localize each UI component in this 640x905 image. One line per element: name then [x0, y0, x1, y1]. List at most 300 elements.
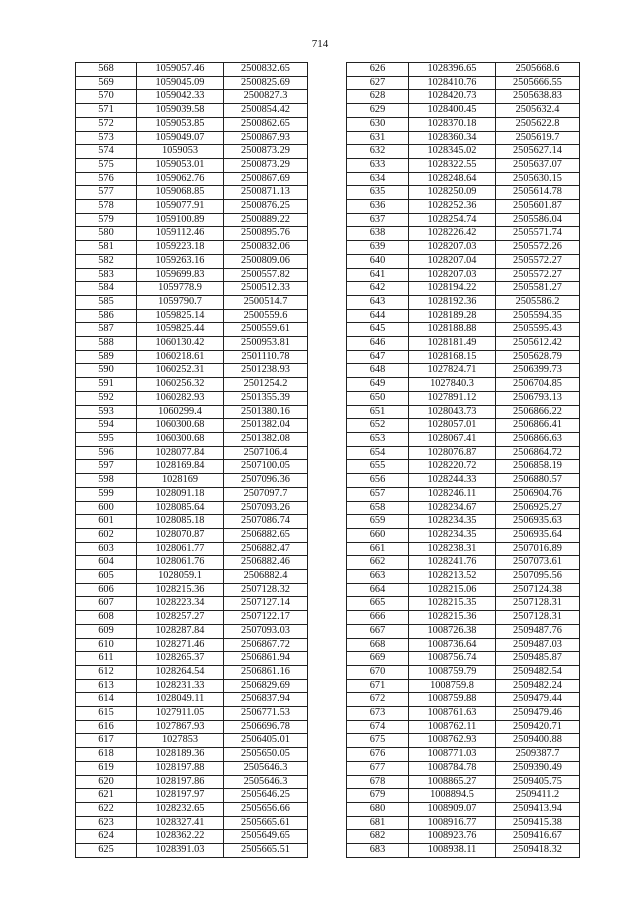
table-row — [347, 487, 580, 501]
table-row — [76, 131, 308, 145]
point-number-cell: 588 — [76, 337, 137, 351]
point-number-cell: 574 — [76, 145, 137, 159]
table-row — [76, 104, 308, 118]
x-coordinate-cell: 1028257.27 — [137, 611, 224, 625]
y-coordinate-cell: 2509485.87 — [496, 652, 580, 666]
table-row — [76, 117, 308, 131]
point-number-cell: 582 — [76, 254, 137, 268]
table-row — [76, 76, 308, 90]
y-coordinate-cell: 2505668.6 — [496, 63, 580, 77]
table-row — [347, 172, 580, 186]
y-coordinate-cell: 2507128.31 — [496, 597, 580, 611]
table-row — [347, 707, 580, 721]
y-coordinate-cell: 2506935.63 — [496, 515, 580, 529]
point-number-cell: 672 — [347, 693, 409, 707]
page-number: 714 — [311, 38, 329, 50]
point-number-cell: 581 — [76, 241, 137, 255]
y-coordinate-cell: 2507093.26 — [224, 501, 308, 515]
point-number-cell: 633 — [347, 158, 409, 172]
y-coordinate-cell: 2505612.42 — [496, 337, 580, 351]
table-row — [347, 104, 580, 118]
y-coordinate-cell: 2505586.04 — [496, 213, 580, 227]
x-coordinate-cell: 1028181.49 — [409, 337, 496, 351]
point-number-cell: 587 — [76, 323, 137, 337]
y-coordinate-cell: 2501380.16 — [224, 405, 308, 419]
y-coordinate-cell: 2509400.88 — [496, 734, 580, 748]
point-number-cell: 628 — [347, 90, 409, 104]
x-coordinate-cell: 1028207.03 — [409, 268, 496, 282]
y-coordinate-cell: 2500895.76 — [224, 227, 308, 241]
x-coordinate-cell: 1008762.93 — [409, 734, 496, 748]
x-coordinate-cell: 1008784.78 — [409, 761, 496, 775]
point-number-cell: 664 — [347, 583, 409, 597]
table-row — [76, 295, 308, 309]
point-number-cell: 569 — [76, 76, 137, 90]
table-row — [76, 213, 308, 227]
x-coordinate-cell: 1027891.12 — [409, 391, 496, 405]
y-coordinate-cell: 2505572.27 — [496, 268, 580, 282]
point-number-cell: 641 — [347, 268, 409, 282]
table-row — [347, 583, 580, 597]
y-coordinate-cell: 2505627.14 — [496, 145, 580, 159]
x-coordinate-cell: 1059223.18 — [137, 241, 224, 255]
x-coordinate-cell: 1008759.8 — [409, 679, 496, 693]
x-coordinate-cell: 1028370.18 — [409, 117, 496, 131]
y-coordinate-cell: 2500825.69 — [224, 76, 308, 90]
table-row — [347, 802, 580, 816]
x-coordinate-cell: 1008938.11 — [409, 844, 496, 858]
table-row — [347, 364, 580, 378]
x-coordinate-cell: 1028057.01 — [409, 419, 496, 433]
point-number-cell: 619 — [76, 761, 137, 775]
table-row — [347, 665, 580, 679]
x-coordinate-cell: 1028420.73 — [409, 90, 496, 104]
table-row — [347, 90, 580, 104]
table-row — [347, 638, 580, 652]
table-row — [76, 172, 308, 186]
x-coordinate-cell: 1028250.09 — [409, 186, 496, 200]
point-number-cell: 658 — [347, 501, 409, 515]
table-row — [76, 515, 308, 529]
x-coordinate-cell: 1028234.35 — [409, 528, 496, 542]
y-coordinate-cell: 2500873.29 — [224, 158, 308, 172]
y-coordinate-cell: 2506866.41 — [496, 419, 580, 433]
table-row — [347, 542, 580, 556]
point-number-cell: 568 — [76, 63, 137, 77]
table-row — [76, 624, 308, 638]
x-coordinate-cell: 1028400.45 — [409, 104, 496, 118]
table-row — [76, 556, 308, 570]
table-row — [76, 487, 308, 501]
y-coordinate-cell: 2500862.65 — [224, 117, 308, 131]
point-number-cell: 613 — [76, 679, 137, 693]
x-coordinate-cell: 1059042.33 — [137, 90, 224, 104]
point-number-cell: 680 — [347, 802, 409, 816]
y-coordinate-cell: 2500512.33 — [224, 282, 308, 296]
x-coordinate-cell: 1060130.42 — [137, 337, 224, 351]
point-number-cell: 594 — [76, 419, 137, 433]
y-coordinate-cell: 2505601.87 — [496, 200, 580, 214]
point-number-cell: 621 — [76, 789, 137, 803]
point-number-cell: 611 — [76, 652, 137, 666]
y-coordinate-cell: 2505650.05 — [224, 748, 308, 762]
x-coordinate-cell: 1028223.34 — [137, 597, 224, 611]
x-coordinate-cell: 1008923.76 — [409, 830, 496, 844]
x-coordinate-cell: 1059112.46 — [137, 227, 224, 241]
table-row — [76, 775, 308, 789]
x-coordinate-cell: 1008909.07 — [409, 802, 496, 816]
x-coordinate-cell: 1028192.36 — [409, 295, 496, 309]
y-coordinate-cell: 2506925.27 — [496, 501, 580, 515]
y-coordinate-cell: 2500867.93 — [224, 131, 308, 145]
table-row — [76, 63, 308, 77]
x-coordinate-cell: 1028360.34 — [409, 131, 496, 145]
y-coordinate-cell: 2500871.13 — [224, 186, 308, 200]
x-coordinate-cell: 1059790.7 — [137, 295, 224, 309]
x-coordinate-cell: 1028362.22 — [137, 830, 224, 844]
point-number-cell: 595 — [76, 432, 137, 446]
table-row — [347, 501, 580, 515]
x-coordinate-cell: 1028287.84 — [137, 624, 224, 638]
y-coordinate-cell: 2505586.2 — [496, 295, 580, 309]
point-number-cell: 573 — [76, 131, 137, 145]
table-row — [347, 158, 580, 172]
x-coordinate-cell: 1028168.15 — [409, 350, 496, 364]
point-number-cell: 656 — [347, 474, 409, 488]
table-row — [347, 63, 580, 77]
point-number-cell: 603 — [76, 542, 137, 556]
point-number-cell: 602 — [76, 528, 137, 542]
x-coordinate-cell: 1028091.18 — [137, 487, 224, 501]
table-row — [76, 802, 308, 816]
point-number-cell: 657 — [347, 487, 409, 501]
table-row — [76, 816, 308, 830]
y-coordinate-cell: 2500873.29 — [224, 145, 308, 159]
point-number-cell: 647 — [347, 350, 409, 364]
y-coordinate-cell: 2505646.3 — [224, 775, 308, 789]
y-coordinate-cell: 2500559.6 — [224, 309, 308, 323]
y-coordinate-cell: 2505638.83 — [496, 90, 580, 104]
point-number-cell: 614 — [76, 693, 137, 707]
x-coordinate-cell: 1059053 — [137, 145, 224, 159]
point-number-cell: 596 — [76, 446, 137, 460]
table-row — [347, 528, 580, 542]
y-coordinate-cell: 2506405.01 — [224, 734, 308, 748]
x-coordinate-cell: 1059049.07 — [137, 131, 224, 145]
table-row — [76, 364, 308, 378]
table-row — [76, 528, 308, 542]
y-coordinate-cell: 2501355.39 — [224, 391, 308, 405]
point-number-cell: 627 — [347, 76, 409, 90]
x-coordinate-cell: 1008756.74 — [409, 652, 496, 666]
table-row — [347, 295, 580, 309]
y-coordinate-cell: 2507127.14 — [224, 597, 308, 611]
table-row — [347, 446, 580, 460]
point-number-cell: 572 — [76, 117, 137, 131]
point-number-cell: 649 — [347, 378, 409, 392]
table-row — [76, 789, 308, 803]
x-coordinate-cell: 1028169.84 — [137, 460, 224, 474]
table-row — [76, 638, 308, 652]
y-coordinate-cell: 2500832.06 — [224, 241, 308, 255]
y-coordinate-cell: 2506858.19 — [496, 460, 580, 474]
x-coordinate-cell: 1028043.73 — [409, 405, 496, 419]
x-coordinate-cell: 1008865.27 — [409, 775, 496, 789]
table-row — [347, 117, 580, 131]
x-coordinate-cell: 1028085.18 — [137, 515, 224, 529]
x-coordinate-cell: 1060282.93 — [137, 391, 224, 405]
y-coordinate-cell: 2507016.89 — [496, 542, 580, 556]
table-row — [76, 158, 308, 172]
table-row — [347, 419, 580, 433]
y-coordinate-cell: 2509420.71 — [496, 720, 580, 734]
point-number-cell: 615 — [76, 707, 137, 721]
x-coordinate-cell: 1028070.87 — [137, 528, 224, 542]
y-coordinate-cell: 2500889.22 — [224, 213, 308, 227]
table-row — [347, 309, 580, 323]
x-coordinate-cell: 1060252.31 — [137, 364, 224, 378]
point-number-cell: 682 — [347, 830, 409, 844]
y-coordinate-cell: 2509405.75 — [496, 775, 580, 789]
y-coordinate-cell: 2505614.78 — [496, 186, 580, 200]
x-coordinate-cell: 1059068.85 — [137, 186, 224, 200]
point-number-cell: 644 — [347, 309, 409, 323]
y-coordinate-cell: 2505665.51 — [224, 844, 308, 858]
x-coordinate-cell: 1028215.06 — [409, 583, 496, 597]
x-coordinate-cell: 1060218.61 — [137, 350, 224, 364]
point-number-cell: 651 — [347, 405, 409, 419]
table-row — [76, 268, 308, 282]
x-coordinate-cell: 1028271.46 — [137, 638, 224, 652]
y-coordinate-cell: 2505619.7 — [496, 131, 580, 145]
table-row — [76, 432, 308, 446]
point-number-cell: 616 — [76, 720, 137, 734]
x-coordinate-cell: 1059778.9 — [137, 282, 224, 296]
x-coordinate-cell: 1028061.77 — [137, 542, 224, 556]
x-coordinate-cell: 1028327.41 — [137, 816, 224, 830]
x-coordinate-cell: 1008894.5 — [409, 789, 496, 803]
table-row — [347, 200, 580, 214]
point-number-cell: 570 — [76, 90, 137, 104]
point-number-cell: 636 — [347, 200, 409, 214]
point-number-cell: 642 — [347, 282, 409, 296]
y-coordinate-cell: 2500854.42 — [224, 104, 308, 118]
y-coordinate-cell: 2506904.76 — [496, 487, 580, 501]
table-row — [76, 748, 308, 762]
y-coordinate-cell: 2501110.78 — [224, 350, 308, 364]
y-coordinate-cell: 2505666.55 — [496, 76, 580, 90]
y-coordinate-cell: 2506882.65 — [224, 528, 308, 542]
x-coordinate-cell: 1028085.64 — [137, 501, 224, 515]
point-number-cell: 679 — [347, 789, 409, 803]
table-row — [76, 720, 308, 734]
point-number-cell: 663 — [347, 570, 409, 584]
x-coordinate-cell: 1028215.36 — [137, 583, 224, 597]
table-row — [76, 844, 308, 858]
point-number-cell: 640 — [347, 254, 409, 268]
table-row — [347, 350, 580, 364]
table-row — [76, 570, 308, 584]
x-coordinate-cell: 1028213.52 — [409, 570, 496, 584]
table-row — [347, 789, 580, 803]
point-number-cell: 576 — [76, 172, 137, 186]
x-coordinate-cell: 1028194.22 — [409, 282, 496, 296]
table-row — [347, 624, 580, 638]
table-row — [76, 309, 308, 323]
table-row — [347, 268, 580, 282]
table-row — [76, 282, 308, 296]
point-number-cell: 583 — [76, 268, 137, 282]
point-number-cell: 610 — [76, 638, 137, 652]
point-number-cell: 604 — [76, 556, 137, 570]
x-coordinate-cell: 1028391.03 — [137, 844, 224, 858]
x-coordinate-cell: 1059062.76 — [137, 172, 224, 186]
coordinates-table-right — [346, 62, 580, 858]
point-number-cell: 592 — [76, 391, 137, 405]
x-coordinate-cell: 1060300.68 — [137, 432, 224, 446]
point-number-cell: 655 — [347, 460, 409, 474]
y-coordinate-cell: 2505637.07 — [496, 158, 580, 172]
x-coordinate-cell: 1008759.79 — [409, 665, 496, 679]
table-row — [76, 350, 308, 364]
x-coordinate-cell: 1008916.77 — [409, 816, 496, 830]
table-row — [76, 665, 308, 679]
x-coordinate-cell: 1028215.36 — [409, 611, 496, 625]
y-coordinate-cell: 2506866.22 — [496, 405, 580, 419]
x-coordinate-cell: 1059077.91 — [137, 200, 224, 214]
y-coordinate-cell: 2500514.7 — [224, 295, 308, 309]
y-coordinate-cell: 2509387.7 — [496, 748, 580, 762]
point-number-cell: 626 — [347, 63, 409, 77]
x-coordinate-cell: 1027824.71 — [409, 364, 496, 378]
point-number-cell: 654 — [347, 446, 409, 460]
x-coordinate-cell: 1028076.87 — [409, 446, 496, 460]
x-coordinate-cell: 1008736.64 — [409, 638, 496, 652]
table-row — [76, 474, 308, 488]
x-coordinate-cell: 1060256.32 — [137, 378, 224, 392]
point-number-cell: 584 — [76, 282, 137, 296]
point-number-cell: 578 — [76, 200, 137, 214]
y-coordinate-cell: 2507096.36 — [224, 474, 308, 488]
x-coordinate-cell: 1028207.03 — [409, 241, 496, 255]
point-number-cell: 606 — [76, 583, 137, 597]
point-number-cell: 597 — [76, 460, 137, 474]
x-coordinate-cell: 1028246.11 — [409, 487, 496, 501]
y-coordinate-cell: 2505581.27 — [496, 282, 580, 296]
y-coordinate-cell: 2506880.57 — [496, 474, 580, 488]
point-number-cell: 630 — [347, 117, 409, 131]
x-coordinate-cell: 1027867.93 — [137, 720, 224, 734]
table-row — [76, 611, 308, 625]
x-coordinate-cell: 1028226.42 — [409, 227, 496, 241]
y-coordinate-cell: 2509487.76 — [496, 624, 580, 638]
point-number-cell: 681 — [347, 816, 409, 830]
x-coordinate-cell: 1028234.67 — [409, 501, 496, 515]
table-row — [347, 748, 580, 762]
y-coordinate-cell: 2507128.32 — [224, 583, 308, 597]
y-coordinate-cell: 2500867.69 — [224, 172, 308, 186]
x-coordinate-cell: 1059100.89 — [137, 213, 224, 227]
point-number-cell: 678 — [347, 775, 409, 789]
x-coordinate-cell: 1028241.76 — [409, 556, 496, 570]
table-row — [76, 652, 308, 666]
x-coordinate-cell: 1028345.02 — [409, 145, 496, 159]
y-coordinate-cell: 2509411.2 — [496, 789, 580, 803]
table-row — [76, 542, 308, 556]
point-number-cell: 577 — [76, 186, 137, 200]
x-coordinate-cell: 1008726.38 — [409, 624, 496, 638]
table-row — [76, 227, 308, 241]
table-row — [76, 707, 308, 721]
y-coordinate-cell: 2500953.81 — [224, 337, 308, 351]
x-coordinate-cell: 1028049.11 — [137, 693, 224, 707]
y-coordinate-cell: 2506882.47 — [224, 542, 308, 556]
point-number-cell: 591 — [76, 378, 137, 392]
point-number-cell: 674 — [347, 720, 409, 734]
table-row — [347, 515, 580, 529]
y-coordinate-cell: 2507100.05 — [224, 460, 308, 474]
x-coordinate-cell: 1059699.83 — [137, 268, 224, 282]
y-coordinate-cell: 2506867.72 — [224, 638, 308, 652]
y-coordinate-cell: 2506864.72 — [496, 446, 580, 460]
point-number-cell: 617 — [76, 734, 137, 748]
table-row — [76, 583, 308, 597]
y-coordinate-cell: 2500559.61 — [224, 323, 308, 337]
x-coordinate-cell: 1060300.68 — [137, 419, 224, 433]
x-coordinate-cell: 1028215.35 — [409, 597, 496, 611]
x-coordinate-cell: 1028067.41 — [409, 432, 496, 446]
point-number-cell: 676 — [347, 748, 409, 762]
point-number-cell: 673 — [347, 707, 409, 721]
x-coordinate-cell: 1027840.3 — [409, 378, 496, 392]
y-coordinate-cell: 2505594.35 — [496, 309, 580, 323]
y-coordinate-cell: 2507122.17 — [224, 611, 308, 625]
y-coordinate-cell: 2505571.74 — [496, 227, 580, 241]
x-coordinate-cell: 1059263.16 — [137, 254, 224, 268]
y-coordinate-cell: 2507073.61 — [496, 556, 580, 570]
x-coordinate-cell: 1028189.36 — [137, 748, 224, 762]
y-coordinate-cell: 2506861.94 — [224, 652, 308, 666]
point-number-cell: 634 — [347, 172, 409, 186]
y-coordinate-cell: 2500809.06 — [224, 254, 308, 268]
point-number-cell: 648 — [347, 364, 409, 378]
x-coordinate-cell: 1028252.36 — [409, 200, 496, 214]
point-number-cell: 624 — [76, 830, 137, 844]
point-number-cell: 625 — [76, 844, 137, 858]
x-coordinate-cell: 1028220.72 — [409, 460, 496, 474]
table-row — [76, 830, 308, 844]
x-coordinate-cell: 1059057.46 — [137, 63, 224, 77]
y-coordinate-cell: 2505572.27 — [496, 254, 580, 268]
y-coordinate-cell: 2507128.31 — [496, 611, 580, 625]
point-number-cell: 666 — [347, 611, 409, 625]
x-coordinate-cell: 1059825.14 — [137, 309, 224, 323]
point-number-cell: 635 — [347, 186, 409, 200]
y-coordinate-cell: 2507106.4 — [224, 446, 308, 460]
x-coordinate-cell: 1028188.88 — [409, 323, 496, 337]
point-number-cell: 675 — [347, 734, 409, 748]
point-number-cell: 670 — [347, 665, 409, 679]
point-number-cell: 590 — [76, 364, 137, 378]
point-number-cell: 667 — [347, 624, 409, 638]
point-number-cell: 646 — [347, 337, 409, 351]
x-coordinate-cell: 1028232.65 — [137, 802, 224, 816]
table-row — [347, 432, 580, 446]
table-row — [347, 282, 580, 296]
table-row — [347, 378, 580, 392]
y-coordinate-cell: 2509479.46 — [496, 707, 580, 721]
table-row — [347, 597, 580, 611]
